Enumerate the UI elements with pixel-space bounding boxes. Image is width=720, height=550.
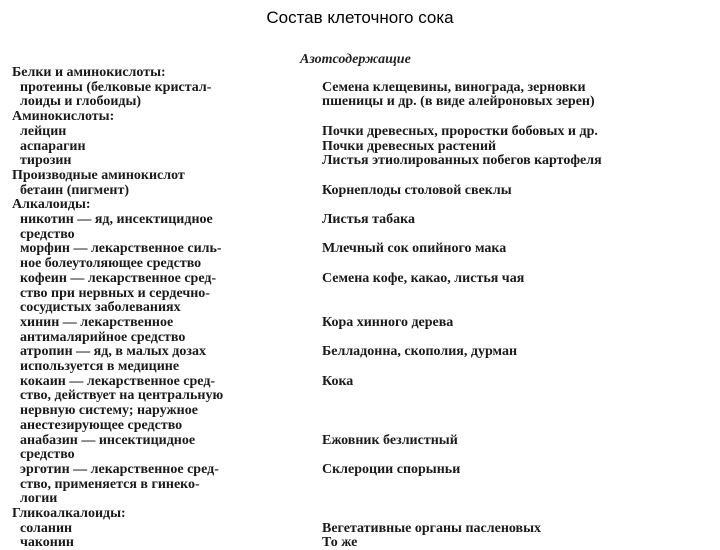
substance-cell: лоиды и глобоиды) xyxy=(20,94,142,110)
substance-cell: средство xyxy=(20,447,75,463)
substance-cell: анабазин — инсектицидное xyxy=(20,432,196,448)
source-cell: Белладонна, скополия, дурман xyxy=(322,344,518,360)
source-cell: пшеницы и др. (в виде алейроновых зерен) xyxy=(322,94,595,110)
source-cell: Ежовник безлистный xyxy=(322,432,458,448)
substance-cell: кофеин — лекарственное сред- xyxy=(20,270,217,286)
source-cell: Семена кофе, какао, листья чая xyxy=(322,270,525,286)
source-cell: Листья этиолированных побегов картофеля xyxy=(322,153,602,169)
section-heading: Азотсодержащие xyxy=(300,52,411,67)
substance-cell: используется в медицине xyxy=(20,359,180,374)
source-cell: Кора хинного дерева xyxy=(322,314,454,330)
substance-cell: лейцин xyxy=(20,123,67,139)
substance-cell: сосудистых заболеваниях xyxy=(20,300,181,316)
substance-cell: нервную систему; наружное xyxy=(20,403,198,419)
source-cell: Семена клещевины, винограда, зерновки xyxy=(322,79,586,95)
substance-cell: анестезирующее средство xyxy=(20,417,183,433)
substance-cell: соланин xyxy=(20,520,73,536)
category-label: Аминокислоты: xyxy=(12,109,115,125)
category-label: Белки и аминокислоты: xyxy=(12,65,166,80)
substance-cell: никотин — яд, инсектицидное xyxy=(20,212,213,227)
category-label: Гликоалкалоиды: xyxy=(12,506,126,521)
substance-cell: логии xyxy=(20,491,58,507)
substance-cell: аспарагин xyxy=(20,138,86,154)
source-cell: Листья табака xyxy=(322,212,415,227)
substance-cell: ное болеутоляющее средство xyxy=(20,256,202,272)
source-cell: То же xyxy=(322,535,358,550)
substance-cell: эрготин — лекарственное сред- xyxy=(20,461,219,477)
substance-cell: хинин — лекарственное xyxy=(20,314,174,330)
source-cell: Вегетативные органы пасленовых xyxy=(322,520,542,536)
substance-cell: протеины (белковые кристал- xyxy=(20,79,212,95)
source-cell: Почки древесных растений xyxy=(322,138,497,154)
source-cell: Корнеплоды столовой свеклы xyxy=(322,182,512,198)
substance-cell: ство при нервных и сердечно- xyxy=(20,285,210,301)
substance-cell: тирозин xyxy=(20,153,72,169)
substance-cell: ство, действует на центральную xyxy=(20,388,224,404)
substance-cell: антималярийное средство xyxy=(20,329,186,345)
substance-cell: ство, применяется в гинеко- xyxy=(20,476,200,492)
category-label: Производные аминокислот xyxy=(12,167,185,183)
source-cell: Склероции спорыньи xyxy=(322,461,461,477)
page-title: Состав клеточного сока xyxy=(266,8,454,27)
substance-cell: морфин — лекарственное силь- xyxy=(20,241,222,257)
source-cell: Млечный сок опийного мака xyxy=(322,241,507,257)
substance-cell: бетаин (пигмент) xyxy=(20,182,130,198)
source-cell: Почки древесных, проростки бобовых и др. xyxy=(322,123,598,139)
substance-cell: чаконин xyxy=(20,535,74,550)
substance-cell: средство xyxy=(20,226,75,242)
substance-cell: кокаин — лекарственное сред- xyxy=(20,373,216,389)
category-label: Алкалоиды: xyxy=(12,197,91,213)
substance-cell: атропин — яд, в малых дозах xyxy=(20,344,206,360)
source-cell: Кока xyxy=(322,373,354,389)
